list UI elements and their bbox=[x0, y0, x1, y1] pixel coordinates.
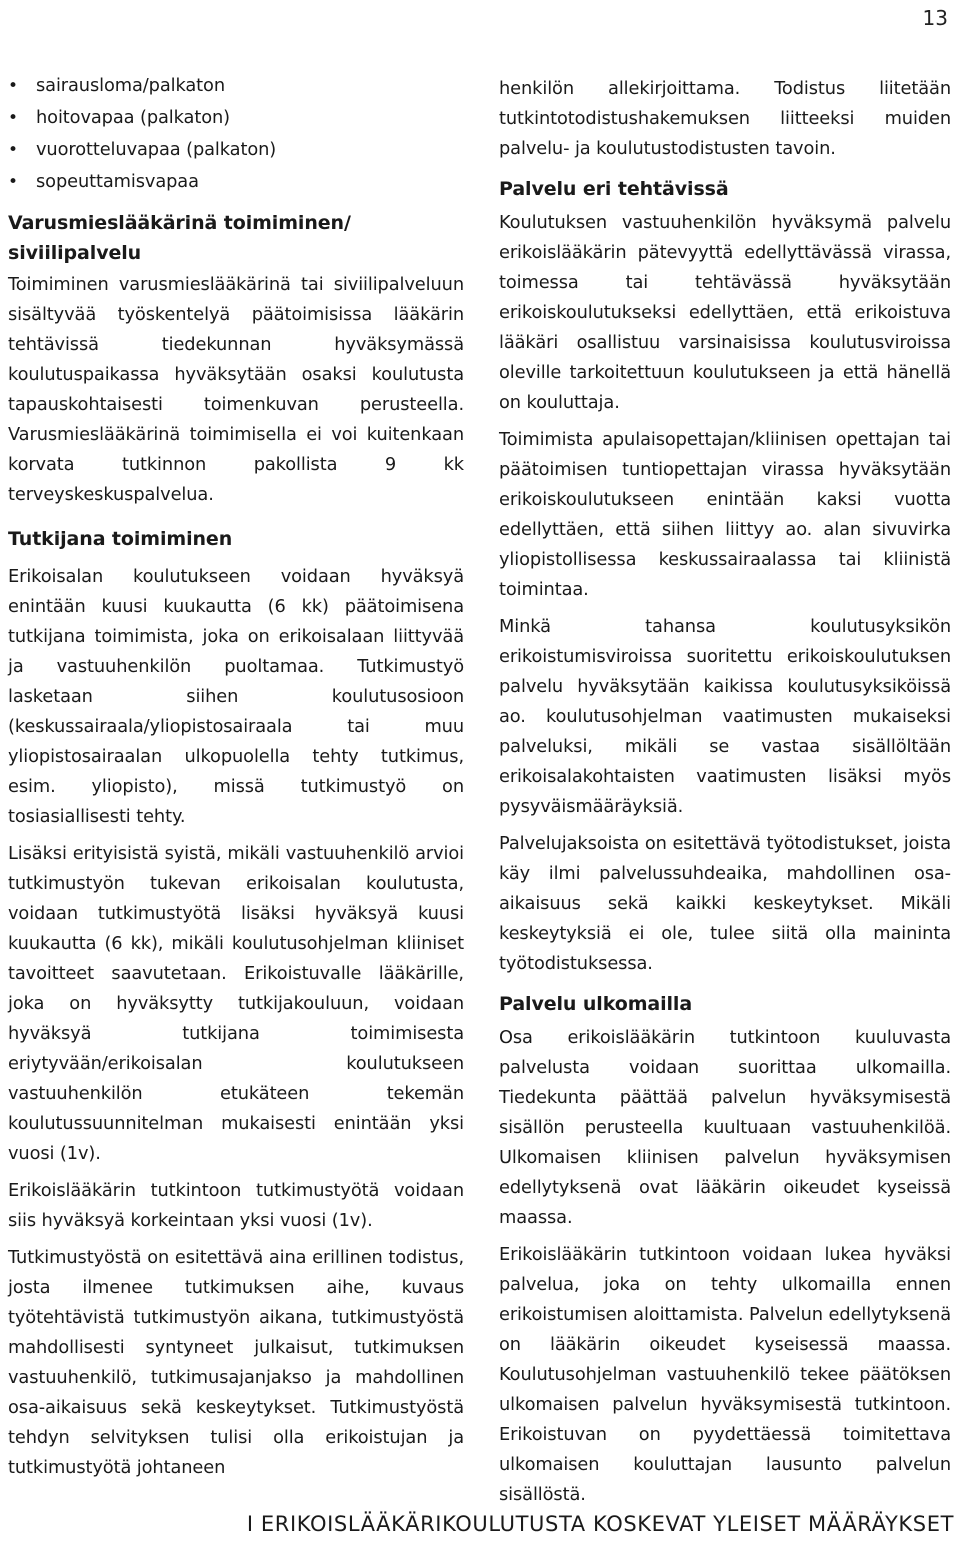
list-item: • hoitovapaa (palkaton) bbox=[8, 102, 464, 134]
paragraph-abroad-1: Osa erikoislääkärin tutkintoon kuuluvasta palvelusta voidaan suorittaa ulkomailla. Tiedekunta päättää palvelun hyväksymisestä sisällön perusteella kuultuaan vastuuhenkilöä. Ulkomaisen kliinisen palvelun hyväksymisen edellytyksenä ovat lääkärin oikeudet kyseissä maassa. bbox=[499, 1027, 951, 1228]
right-column bbox=[499, 74, 951, 1517]
paragraph-military-service: Toimiminen varusmieslääkärinä tai siviilipalveluun sisältyvää työskentelyä päätoimisissa lääkärin tehtävissä tiedekunnan hyväksymässä koulutuspaikassa hyväksytään osaksi koulutusta tapauskohtaisesti toimenkuvan perusteella. Varusmieslääkärinä toimimisella ei voi kuitenkaan korvata tutkinnon pakollista 9 kk terveyskeskuspalvelua. bbox=[8, 274, 464, 505]
paragraph-tasks-3: Minkä tahansa koulutusyksikön erikoistumisviroissa suoritettu erikoiskoulutuksen palvelu hyväksytään kaikissa koulutusyksiköissä ao. koulutusohjelman vaatimusten mukaiseksi palveluksi, mikäli se vastaa sisällöltään erikoisalakohtaisten vaatimusten lisäksi myös pysyväismääräyksiä. bbox=[499, 616, 951, 817]
paragraph-abroad-2: Erikoislääkärin tutkintoon voidaan lukea hyväksi palvelua, joka on tehty ulkomailla ennen erikoistumisen aloittamista. Palvelun edellytyksenä on lääkärin oikeudet kyseisessä maassa. Koulutusohjelman vastuuhenkilö tekee päätöksen ulkomaisen palvelun hyväksymisestä tutkintoon. Erikoistuvan on pyydettäessä toimitettava ulkomaisen kouluttajan lausunto palvelun sisällöstä. bbox=[499, 1244, 951, 1505]
list-item: • sairausloma/palkaton bbox=[8, 70, 464, 102]
paragraph-research-1: Erikoisalan koulutukseen voidaan hyväksyä enintään kuusi kuukautta (6 kk) päätoimisena tutkijana toimimista, joka on erikoisalaan liittyvää ja vastuuhenkilön puoltamaa. Tutkimustyö lasketaan siihen koulutusosioon (keskussairaala/yliopistosairaala tai muu yliopistosairaalan ulkopuolella tehty tutkimus, esim. yliopisto), missä tutkimustyö on tosiasiallisesti tehty. bbox=[8, 566, 464, 827]
page-footer: I ERIKOISLÄÄKÄRIKOULUTUSTA KOSKEVAT YLEISET MÄÄRÄYKSET bbox=[246, 1512, 954, 1536]
heading-military-service: Varusmieslääkärinä toimiminen/ siviilipalvelu bbox=[8, 212, 351, 264]
paragraph-research-2: Lisäksi erityisistä syistä, mikäli vastuuhenkilö arvioi tutkimustyön tukevan erikoisalan koulutusta, voidaan tutkimustyötä lisäksi hyväksyä kuusi kuukautta (6 kk), mikäli koulutusohjelman kliiniset tavoitteet saavutetaan. Erikoistuvalle lääkärille, joka on hyväksytty tutkijakouluun, voidaan hyväksyä tutkijana toimimisesta eriytyvään/erikoisalan koulutukseen vastuuhenkilön etukäteen tekemän koulutussuunnitelman mukaisesti enintään yksi vuosi (1v). bbox=[8, 843, 464, 1164]
paragraph-research-4: Tutkimustyöstä on esitettävä aina erillinen todistus, josta ilmenee tutkimuksen aihe, kuvaus työtehtävistä tutkimustyön aikana, tutkimustyöstä mahdollisesti syntyneet julkaisut, tutkimuksen vastuuhenkilö, tutkimusajanjakso ja mahdollinen osa-aikaisuus sekä keskeytykset. Tutkimustyöstä tehdyn selvityksen tulisi olla erikoistujan ja tutkimustyötä johtaneen bbox=[8, 1247, 464, 1478]
leave-types-list bbox=[8, 70, 464, 198]
paragraph-tasks-2: Toimimista apulaisopettajan/kliinisen opettajan tai päätoimisen tuntiopettajan virassa hyväksytään erikoiskoulutukseen enintään kaksi vuotta edellyttäen, että siihen liittyy ao. alan sivuvirka yliopistollisessa keskussairaalassa tai kliinistä toimintaa. bbox=[499, 429, 951, 600]
heading-service-in-positions: Palvelu eri tehtävissä bbox=[499, 178, 729, 200]
paragraph-tasks-4: Palvelujaksoista on esitettävä työtodistukset, joista käy ilmi palvelussuhdeaika, mahdollinen osa-aikaisuus sekä kaikki keskeytykset. Mikäli keskeytyksiä ei ole, tulee siitä olla maininta työtodistuksessa. bbox=[499, 833, 951, 974]
list-item: • vuorotteluvapaa (palkaton) bbox=[8, 134, 464, 166]
list-item: • sopeuttamisvapaa bbox=[8, 166, 464, 198]
heading-service-abroad: Palvelu ulkomailla bbox=[499, 993, 693, 1015]
paragraph-continued: henkilön allekirjoittama. Todistus liitetään tutkintotodistushakemuksen liitteeksi muiden palvelu- ja koulutustodistusten tavoin. bbox=[499, 78, 951, 159]
heading-research: Tutkijana toimiminen bbox=[8, 528, 233, 550]
left-column bbox=[8, 70, 464, 1490]
page-number: 13 bbox=[922, 6, 948, 30]
paragraph-research-3: Erikoislääkärin tutkintoon tutkimustyötä voidaan siis hyväksyä korkeintaan yksi vuosi (1v). bbox=[8, 1180, 464, 1231]
paragraph-tasks-1: Koulutuksen vastuuhenkilön hyväksymä palvelu erikoislääkärin pätevyyttä edellyttävässä virassa, toimessa tai tehtävässä hyväksytään erikoiskoulutukseksi edellyttäen, että erikoistuva lääkäri osallistuu varsinaisissa koulutusviroissa oleville tarkoitettuun koulutukseen ja että hänellä on kouluttaja. bbox=[499, 212, 951, 413]
